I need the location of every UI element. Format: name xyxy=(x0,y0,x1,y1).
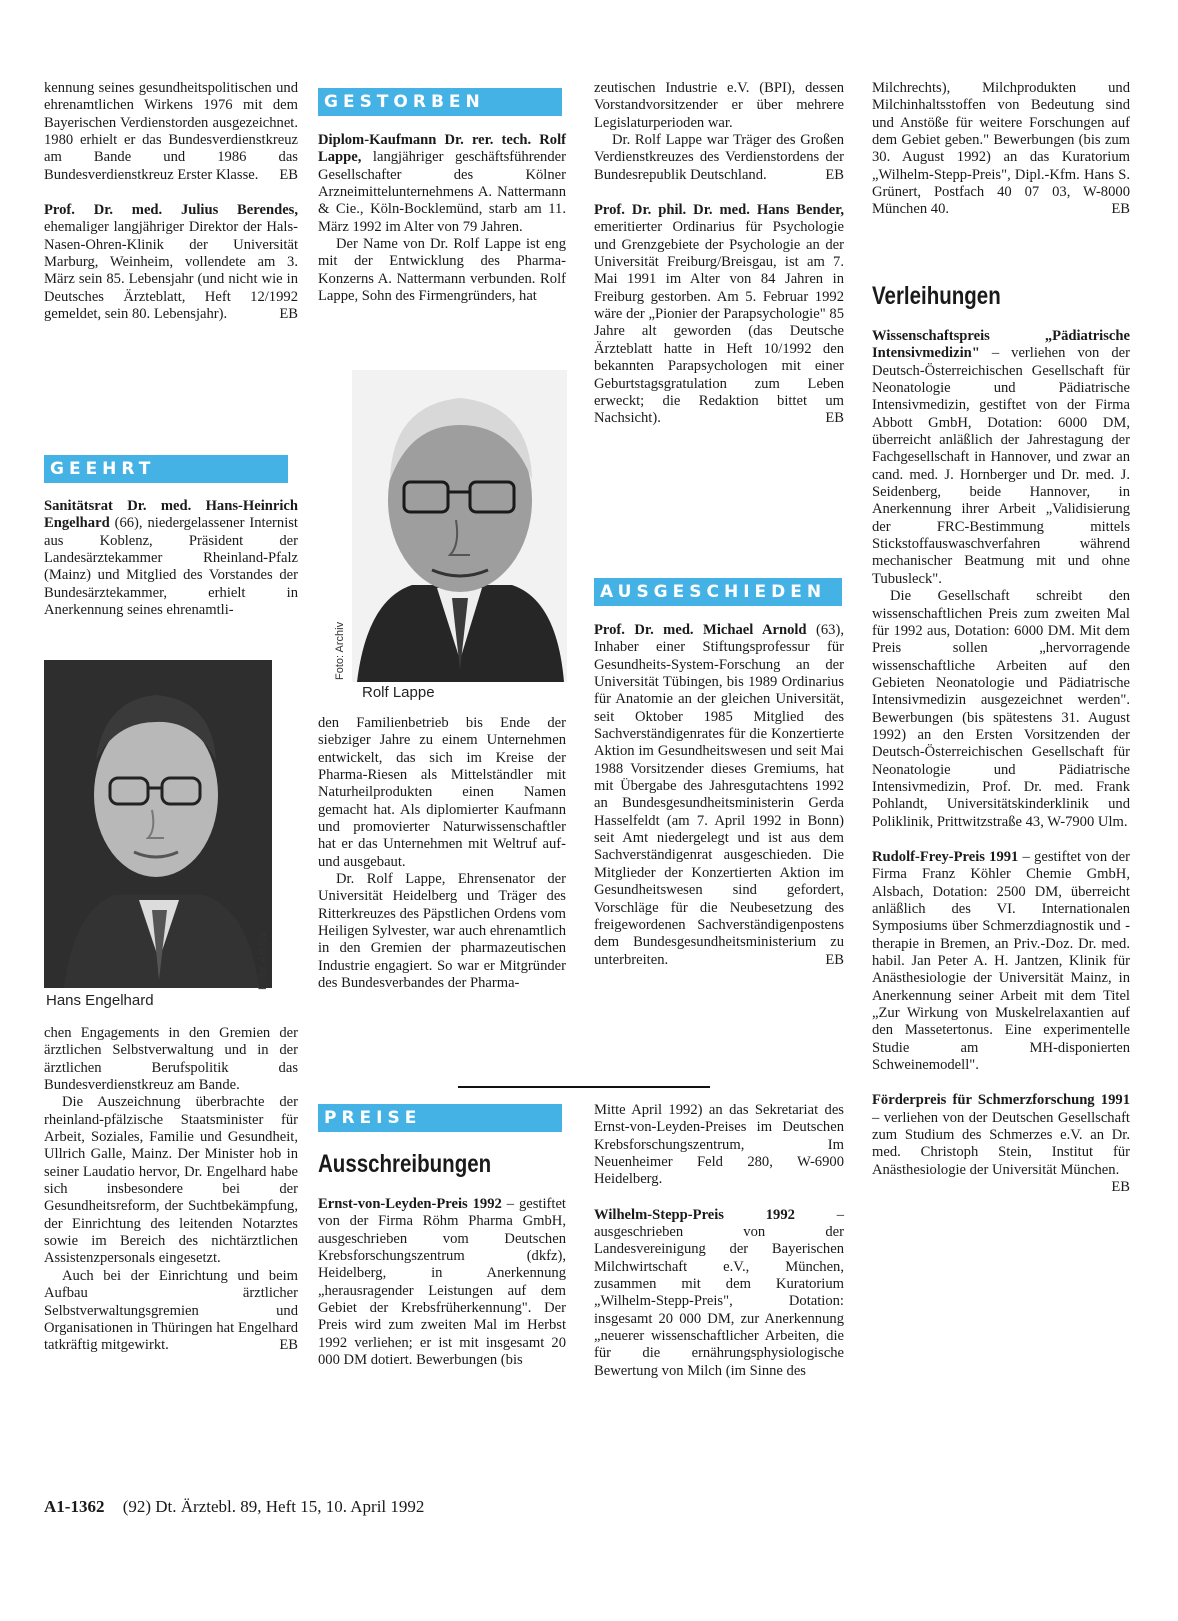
article-berendes: Prof. Dr. med. Julius Berendes, ehemaliger langjähriger Direktor der Hals-Nasen-Ohren-Klinik der Universität Marburg, Weinheim, vollendete am 3. März sein 85. Lebensjahr (und nicht wie in Deutsches Ärzteblatt, Heft 12/1992 gemeldet, sein 80. Lebensjahr). EB xyxy=(44,202,298,323)
column-1-geehrt xyxy=(44,498,298,619)
page-footer xyxy=(44,1497,424,1517)
article-lappe-cont: Dr. Rolf Lappe, Ehrensenator der Universität Heidelberg und Träger des Ritterkreuzes des Päpstlichen Ordens vom Heiligen Sylvester, war auch ehrenamtlich in den Gremien der pharmazeutischen Industrie engagiert. So war er Mitgründer des Bundesverbandes der Pharma- xyxy=(318,871,566,992)
page-number: A1-1362 xyxy=(44,1497,105,1516)
article-lappe-cont: den Familienbetrieb bis Ende der siebziger Jahre zu einem Unternehmen entwickelt, das sich im Kreise der Pharma-Riesen als Mittelständler mit Naturheilprodukten einen Namen gemacht hat. Als diplomierter Kaufmann und promovierter Naturwissenschaftler hat er das Unternehmen mit Weltruf auf- und ausgebaut. xyxy=(318,715,566,870)
article-text: kennung seines gesundheitspolitischen und ehrenamtlichen Wirkens 1976 mit dem Bayerischen Verdienstorden ausgezeichnet. 1980 erhielt er das Bundesverdienstkreuz am Bande und 1986 das Bundesverdienstkreuz Erster Klasse. EB xyxy=(44,80,298,183)
journal-reference: (92) Dt. Ärztebl. 89, Heft 15, 10. April 1992 xyxy=(122,1497,425,1516)
column-3-ausgeschieden xyxy=(594,622,844,969)
photo-credit-lappe: Foto: Archiv xyxy=(334,621,346,680)
photo-credit-engelhard: Foto: Archiv xyxy=(257,931,269,990)
article-leyden-preis: Ernst-von-Leyden-Preis 1992 – gestiftet von der Firma Röhm Pharma GmbH, ausgeschrieben vom Deutschen Krebsforschungszentrum (dkfz), Heidelberg, in Anerkennung „herausragender Leistungen auf dem Gebiet der Krebsfrüherkennung". Der Preis wird zum zweiten Mal im Herbst 1992 verliehen; er ist mit insgesamt 20 000 DM dotiert. Bewerbungen (bis xyxy=(318,1196,566,1369)
article-engelhard-cont: chen Engagements in den Gremien der ärztlichen Selbstverwaltung und in der ärztlichen Berufspolitik das Bundesverdienstkreuz am Bande. xyxy=(44,1025,298,1094)
article-engelhard: Sanitätsrat Dr. med. Hans-Heinrich Engelhard (66), niedergelassener Internist aus Koblenz, Präsident der Landesärztekammer Rheinland-Pfalz (Mainz) und Mitglied des Vorstandes der Bundesärztekammer, erhielt in Anerkennung seines ehrenamtli- xyxy=(44,498,298,619)
column-3-preise xyxy=(594,1102,844,1380)
article-schmerzforschung-preis: Förderpreis für Schmerzforschung 1991 – verliehen von der Deutschen Gesellschaft zum Studium des Schmerzes e.V. an Dr. med. Christoph Stein, Institut für Anästhesiologie der Universität München. EB xyxy=(872,1092,1130,1196)
section-banner-preise: PREISE xyxy=(318,1104,562,1132)
column-3 xyxy=(594,80,844,428)
article-lappe: Der Name von Dr. Rolf Lappe ist eng mit der Entwicklung des Pharma-Konzerns A. Nattermann verbunden. Rolf Lappe, Sohn des Firmengründers, hat xyxy=(318,236,566,305)
article-arnold: Prof. Dr. med. Michael Arnold (63), Inhaber einer Stiftungsprofessur für Gesundheits-System-Forschung an der Universität Tübingen, bis 1989 Ordinarius für Anatomie an der gleichen Universität, seit Oktober 1985 Mitglied des Sachverständigenrates für die Konzertierte Aktion im Gesundheitswesen und seit Mai 1988 Vorsitzender dieses Gremiums, hat mit Übergabe des Jahresgutachtens 1992 an Bundesgesundheitsministerin Gerda Hasselfeldt (am 7. April 1992 in Bonn) seit Amt niedergelegt und ist aus dem Sachverständigenrat ausgeschieden. Die Mitglieder der Konzertierten Aktion im Gesundheitswesen sind gefordert, Vorschläge für die Neubesetzung des freigewordenen Sachverständigenpostens dem Bundesgesundheitsministerium zu unterbreiten. EB xyxy=(594,622,844,968)
photo-caption-lappe: Rolf Lappe xyxy=(362,684,435,701)
article-lappe: Diplom-Kaufmann Dr. rer. tech. Rolf Lappe, langjähriger geschäftsführender Gesellschafter des Kölner Arzneimittelunternehmens A. Nattermann & Cie., Köln-Bocklemünd, starb am 11. März 1992 im Alter von 79 Jahren. xyxy=(318,132,566,235)
article-stepp-preis-cont: Milchrechts), Milchprodukten und Milchinhaltsstoffen von Bedeutung sind und Anstöße für weitere Forschungen auf dem Gebiet geben." Bewerbungen (bis zum 30. August 1992) an das Kuratorium „Wilhelm-Stepp-Preis", Dipl.-Kfm. Hans S. Grünert, Postfach 40 07 03, W-8000 München 40. EB xyxy=(872,80,1130,218)
column-4 xyxy=(872,80,1130,219)
column-1-continued xyxy=(44,1025,298,1355)
column-1 xyxy=(44,80,298,323)
column-4-verleihungen xyxy=(872,328,1130,1197)
article-engelhard-cont: Die Auszeichnung überbrachte der rheinland-pfälzische Staatsminister für Arbeit, Soziales, Familie und Gesundheit, Ullrich Galle, Mainz. Der Minister hob in seiner Laudatio hervor, Dr. Engelhard habe sich insbesondere bei der Gesundheitsreform, der Suchtbekämpfung, der Einrichtung des leitenden Notarztes sowie im Bereich des nichtärztlichen Assistenzpersonals eingesetzt. xyxy=(44,1094,298,1267)
article-lappe-end: zeutischen Industrie e.V. (BPI), dessen Vorstandvorsitzender er über mehrere Legislaturperioden war. xyxy=(594,80,844,131)
section-banner-ausgeschieden: AUSGESCHIEDEN xyxy=(594,578,842,606)
column-2-continued xyxy=(318,715,566,993)
heading-verleihungen: Verleihungen xyxy=(872,282,1001,310)
article-frey-preis: Rudolf-Frey-Preis 1991 – gestiftet von der Firma Franz Köhler Chemie GmbH, Alsbach, Dotation: 2500 DM, überreicht anläßlich des VI. Internationalen Symposiums über Schmerzdiagnostik und -therapie in Bremen, an Priv.-Doz. Dr. med. habil. Jan Peter A. H. Jantzen, Klinik für Anästhesiologie der Universität Mainz, in Anerkennung seiner Arbeit mit dem Titel „Zur Wirkung von Muskelrelaxantien auf den Massetertonus. Eine experimentelle Studie am MH-disponierten Schweinemodell". xyxy=(872,848,1130,1074)
column-2 xyxy=(318,132,566,305)
column-2-preise xyxy=(318,1196,566,1369)
article-bender: Prof. Dr. phil. Dr. med. Hans Bender, emeritierter Ordinarius für Psychologie und Grenzgebiete der Psychologie an der Universität Freiburg/Breisgau, ist am 7. Mai 1991 im Alter von 84 Jahren in Freiburg gestorben. Am 5. Februar 1992 wäre der „Pionier der Parapsychologie" 85 Jahre alt geworden (das Deutsche Ärzteblatt hatte in Heft 10/1992 den bekannten Parapsychologen mit einer Geburtstagsgratulation zum Leben erweckt; die Redaktion bittet um Nachsicht). EB xyxy=(594,202,844,427)
photo-lappe xyxy=(352,370,567,682)
article-paediatrie-preis: Wissenschaftspreis „Pädiatrische Intensivmedizin" – verliehen von der Deutsch-Österreichischen Gesellschaft für Neonatologie und Pädiatrische Intensivmedizin, gestiftet von der Firma Abbott GmbH, Dotation: 6000 DM, überreicht anläßlich der Jahrestagung der Fachgesellschaft in Hannover, und zwar an cand. med. J. Hornberger und Dr. med. J. Seidenberg, beide Hannover, in Anerkennung ihrer Arbeit „Validisierung der FRC-Bestimmung mittels Stickstoffauswaschverfahren während mechanischer Beatmung mit und ohne Tubusleck". xyxy=(872,328,1130,587)
article-lappe-end: Dr. Rolf Lappe war Träger des Großen Verdienstkreuzes des Verdienstordens der Bundesrepublik Deutschland. EB xyxy=(594,132,844,183)
article-engelhard-cont: Auch bei der Einrichtung und beim Aufbau ärztlicher Selbstverwaltungsgremien und Organisationen in Thüringen hat Engelhard tatkräftig mitgewirkt. EB xyxy=(44,1267,298,1354)
heading-ausschreibungen: Ausschreibungen xyxy=(318,1150,492,1178)
section-divider xyxy=(458,1086,710,1088)
photo-engelhard xyxy=(44,660,272,988)
article-leyden-preis-cont: Mitte April 1992) an das Sekretariat des Ernst-von-Leyden-Preises im Deutschen Krebsforschungszentrum, Im Neuenheimer Feld 280, W-6900 Heidelberg. xyxy=(594,1102,844,1188)
photo-caption-engelhard: Hans Engelhard xyxy=(46,992,154,1009)
article-paediatrie-preis: Die Gesellschaft schreibt den wissenschaftlichen Preis zum zweiten Mal für 1992 aus, Dotation: 6000 DM. Mit dem Preis sollen „hervorragende wissenschaftliche Arbeiten auf den Gebieten Neonatologie und Pädiatrische Intensivmedizin ausgezeichnet werden". Bewerbungen (bis spätestens 31. August 1992) an den Ersten Vorsitzenden der Deutsch-Österreichischen Gesellschaft für Neonatologie und Pädiatrische Intensivmedizin, Prof. Dr. med. Frank Pohlandt, Universitätskinderklinik und Poliklinik, Prittwitzstraße 43, W-7900 Ulm. xyxy=(872,588,1130,830)
section-banner-gestorben: GESTORBEN xyxy=(318,88,562,116)
article-stepp-preis: Wilhelm-Stepp-Preis 1992 – ausgeschrieben von der Landesvereinigung der Bayerischen Milchwirtschaft e.V., München, zusammen mit dem Kuratorium „Wilhelm-Stepp-Preis", Dotation: insgesamt 20 000 DM, zur Anerkennung „neuerer wissenschaftlicher Arbeiten, die für die ernährungsphysiologische Bewertung von Milch (im Sinne des xyxy=(594,1206,844,1379)
section-banner-geehrt: GEEHRT xyxy=(44,455,288,483)
